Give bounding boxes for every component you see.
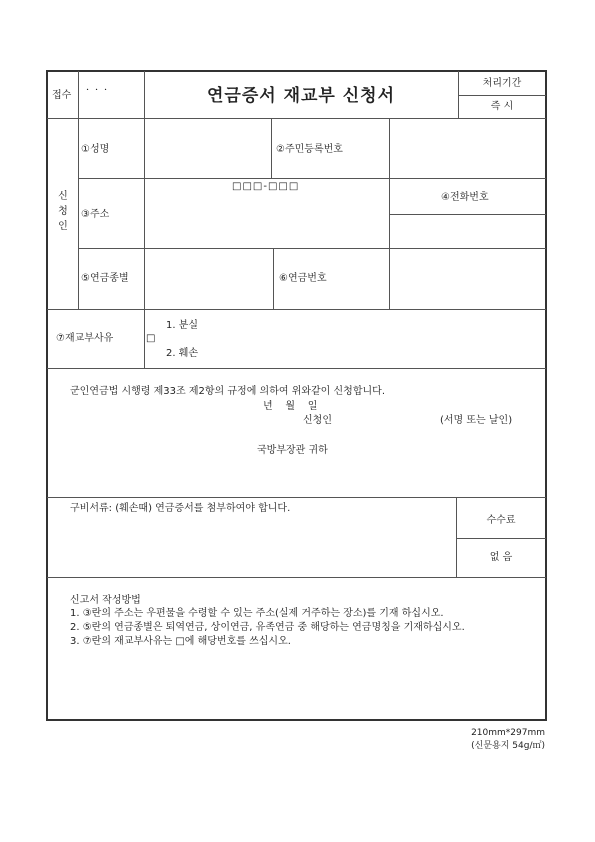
reason-option-lost: 1. 분실 — [166, 320, 199, 331]
divider — [456, 497, 457, 577]
name-label: ①성명 — [81, 144, 110, 155]
divider — [456, 538, 546, 539]
divider — [78, 178, 546, 179]
divider — [78, 248, 546, 249]
fee-value: 없 음 — [489, 552, 513, 563]
divider — [47, 368, 546, 369]
reason-label: ⑦재교부사유 — [56, 333, 114, 344]
instructions-title: 신고서 작성방법 — [70, 595, 141, 606]
divider — [47, 497, 546, 498]
processing-period-value: 즉 시 — [490, 101, 514, 112]
divider — [144, 118, 145, 309]
pension-no-label: ⑥연금번호 — [279, 273, 327, 284]
divider — [273, 248, 274, 309]
processing-period-label: 처리기간 — [482, 78, 522, 89]
divider — [144, 309, 145, 368]
instruction-item: 2. ⑤란의 연금종별은 퇴역연금, 상이연금, 유족연금 중 해당하는 연금명칭을 기재하십시오. — [70, 622, 465, 633]
address-label: ③주소 — [81, 209, 110, 220]
applicant-signature-label: 신청인 — [303, 415, 332, 426]
applicant-section-label: 신 청 인 — [58, 191, 68, 232]
divider — [47, 118, 546, 119]
resident-no-label: ②주민등록번호 — [276, 144, 343, 155]
fee-label: 수수료 — [486, 515, 516, 526]
receipt-label: 접수 — [52, 90, 72, 101]
reason-option-damaged: 2. 훼손 — [166, 348, 199, 359]
receipt-date: ．．． — [86, 82, 118, 93]
page-title: 연금증서 재교부 신청서 — [206, 86, 396, 106]
paper-size: 210mm*297mm — [471, 728, 545, 738]
signature-note: (서명 또는 날인) — [440, 415, 513, 426]
phone-label: ④전화번호 — [441, 192, 489, 203]
divider — [271, 118, 272, 179]
instruction-item: 1. ③란의 주소는 우편물을 수령할 수 있는 주소(실제 거주하는 장소)를 기재 하십시오. — [70, 608, 444, 619]
declaration-statement: 군인연금법 시행령 제33조 제2항의 규정에 의하여 위와같이 신청합니다. — [70, 386, 385, 397]
divider — [47, 577, 546, 578]
addressee: 국방부장관 귀하 — [257, 445, 328, 456]
divider — [389, 118, 390, 309]
instruction-item: 3. ⑦란의 재교부사유는 □에 해당번호를 쓰십시오. — [70, 636, 291, 647]
divider — [47, 309, 546, 310]
pension-type-label: ⑤연금종별 — [81, 273, 129, 284]
paper-spec: (신문용지 54g/㎡) — [471, 741, 545, 751]
divider — [458, 95, 546, 96]
date-line: 년 월 일 — [263, 401, 318, 412]
reason-checkbox[interactable]: □ — [146, 333, 156, 344]
divider — [78, 71, 79, 309]
postal-code: □□□-□□□ — [232, 181, 300, 192]
required-documents: 구비서류: (훼손때) 연금증서를 첨부하여야 합니다. — [70, 503, 291, 514]
divider — [389, 214, 546, 215]
